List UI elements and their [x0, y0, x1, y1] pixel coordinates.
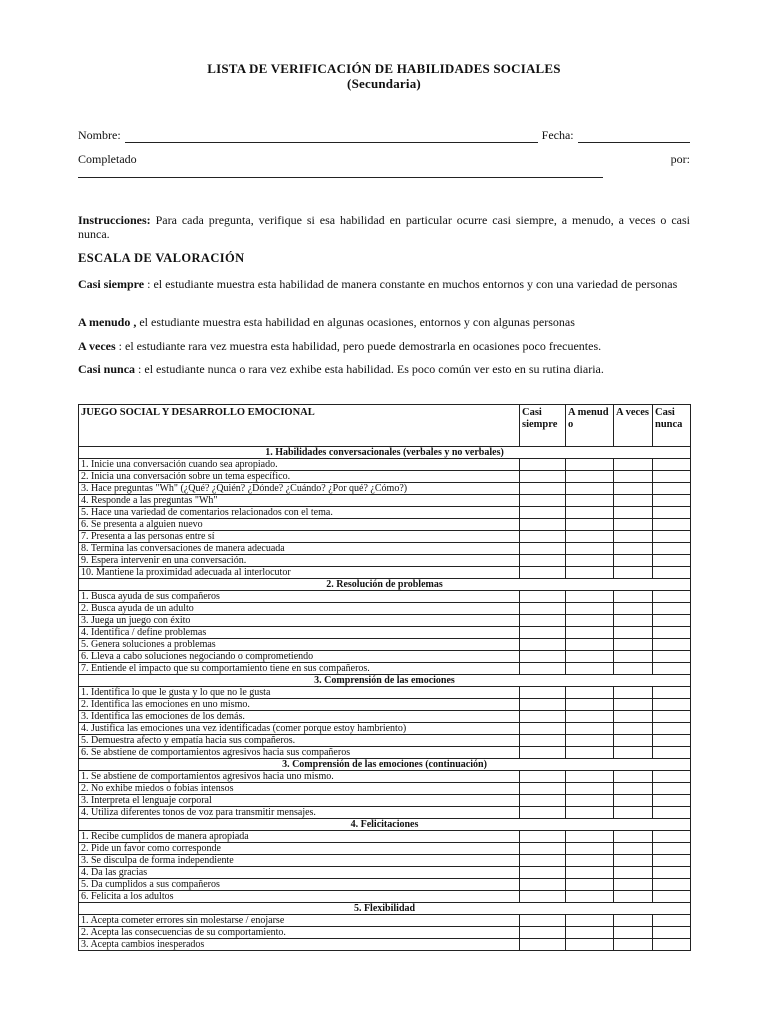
scale-definition: [78, 362, 690, 376]
checkbox-cell-casi-siempre[interactable]: [520, 879, 566, 891]
table-row: [79, 639, 691, 651]
checkbox-cell-a-menudo[interactable]: [566, 687, 614, 699]
checkbox-cell-a-menudo[interactable]: [566, 771, 614, 783]
scale-text: : el estudiante nunca o rara vez exhibe esta habilidad. Es poco común ver esto en su rutina diaria.: [135, 362, 604, 376]
checkbox-cell-a-veces[interactable]: [614, 687, 653, 699]
name-date-row: [78, 128, 690, 143]
checkbox-cell-casi-siempre[interactable]: [520, 867, 566, 879]
checkbox-cell-casi-siempre[interactable]: [520, 567, 566, 579]
checkbox-cell-casi-siempre[interactable]: [520, 915, 566, 927]
checkbox-cell-a-veces[interactable]: [614, 855, 653, 867]
checkbox-cell-a-veces[interactable]: [614, 867, 653, 879]
checkbox-cell-casi-nunca[interactable]: [653, 855, 691, 867]
checkbox-cell-casi-siempre[interactable]: [520, 843, 566, 855]
checkbox-cell-casi-siempre[interactable]: [520, 519, 566, 531]
checkbox-cell-a-menudo[interactable]: [566, 555, 614, 567]
table-row: [79, 627, 691, 639]
table-row: [79, 531, 691, 543]
checkbox-cell-a-veces[interactable]: [614, 531, 653, 543]
checkbox-cell-casi-nunca[interactable]: [653, 519, 691, 531]
checkbox-cell-casi-siempre[interactable]: [520, 855, 566, 867]
skill-label: 2. Acepta las consecuencias de su comportamiento.: [79, 927, 520, 939]
checkbox-cell-casi-siempre[interactable]: [520, 639, 566, 651]
section-title: 5. Flexibilidad: [79, 903, 691, 915]
nombre-label: Nombre:: [78, 128, 121, 142]
checkbox-cell-casi-siempre[interactable]: [520, 939, 566, 951]
checkbox-cell-a-veces[interactable]: [614, 495, 653, 507]
skill-label: 1. Se abstiene de comportamientos agresivos hacia uno mismo.: [79, 771, 520, 783]
scale-term: Casi nunca: [78, 362, 136, 376]
section-header-row: [79, 759, 691, 771]
section-header-row: [79, 675, 691, 687]
document-title: LISTA DE VERIFICACIÓN DE HABILIDADES SOCIALES: [207, 61, 561, 76]
scale-text: : el estudiante rara vez muestra esta habilidad, pero puede demostrarla en ocasiones poco frecuentes.: [115, 339, 602, 353]
checkbox-cell-casi-nunca[interactable]: [653, 747, 691, 759]
checkbox-cell-a-menudo[interactable]: [566, 615, 614, 627]
table-row: [79, 723, 691, 735]
checkbox-cell-casi-nunca[interactable]: [653, 711, 691, 723]
skill-label: 5. Da cumplidos a sus compañeros: [79, 879, 520, 891]
skill-label: 6. Se presenta a alguien nuevo: [79, 519, 520, 531]
checkbox-cell-a-menudo[interactable]: [566, 927, 614, 939]
table-row: [79, 687, 691, 699]
checkbox-cell-a-veces[interactable]: [614, 699, 653, 711]
checkbox-cell-a-veces[interactable]: [614, 567, 653, 579]
skill-label: 3. Se disculpa de forma independiente: [79, 855, 520, 867]
checkbox-cell-a-menudo[interactable]: [566, 723, 614, 735]
table-row: [79, 843, 691, 855]
table-row: [79, 483, 691, 495]
table-row: [79, 459, 691, 471]
checkbox-cell-casi-nunca[interactable]: [653, 567, 691, 579]
skill-label: 3. Acepta cambios inesperados: [79, 939, 520, 951]
skill-label: 6. Felicita a los adultos: [79, 891, 520, 903]
checkbox-cell-casi-nunca[interactable]: [653, 783, 691, 795]
skill-label: 3. Hace preguntas "Wh" (¿Qué? ¿Quién? ¿Dónde? ¿Cuándo? ¿Por qué? ¿Cómo?): [79, 483, 520, 495]
checkbox-cell-a-menudo[interactable]: [566, 651, 614, 663]
checkbox-cell-casi-nunca[interactable]: [653, 471, 691, 483]
checkbox-cell-a-veces[interactable]: [614, 591, 653, 603]
checkbox-cell-a-menudo[interactable]: [566, 483, 614, 495]
checkbox-cell-casi-siempre[interactable]: [520, 699, 566, 711]
checkbox-cell-casi-siempre[interactable]: [520, 651, 566, 663]
checkbox-cell-a-menudo[interactable]: [566, 519, 614, 531]
nombre-field[interactable]: [125, 130, 538, 143]
scale-definition: [78, 339, 690, 353]
skill-label: 4. Utiliza diferentes tonos de voz para transmitir mensajes.: [79, 807, 520, 819]
completado-label: Completado: [78, 152, 137, 166]
skill-label: 4. Da las gracias: [79, 867, 520, 879]
checkbox-cell-casi-siempre[interactable]: [520, 927, 566, 939]
checkbox-cell-casi-nunca[interactable]: [653, 915, 691, 927]
checkbox-cell-casi-siempre[interactable]: [520, 663, 566, 675]
table-row: [79, 879, 691, 891]
checkbox-cell-a-veces[interactable]: [614, 807, 653, 819]
checkbox-cell-a-menudo[interactable]: [566, 543, 614, 555]
scale-text: : el estudiante muestra esta habilidad de manera constante en muchos entornos y con una variedad de personas: [144, 277, 678, 291]
checkbox-cell-casi-siempre[interactable]: [520, 627, 566, 639]
checkbox-cell-casi-nunca[interactable]: [653, 627, 691, 639]
checkbox-cell-casi-nunca[interactable]: [653, 531, 691, 543]
checklist-table: [78, 404, 691, 951]
skill-label: 5. Demuestra afecto y empatía hacia sus compañeros.: [79, 735, 520, 747]
skill-label: 6. Lleva a cabo soluciones negociando o comprometiendo: [79, 651, 520, 663]
instructions-label: Instrucciones:: [78, 213, 151, 227]
checkbox-cell-casi-nunca[interactable]: [653, 891, 691, 903]
section-header-row: [79, 903, 691, 915]
table-row: [79, 495, 691, 507]
scale-heading: ESCALA DE VALORACIÓN: [78, 251, 245, 265]
table-row: [79, 915, 691, 927]
skill-label: 1. Recibe cumplidos de manera apropiada: [79, 831, 520, 843]
skill-label: 5. Genera soluciones a problemas: [79, 639, 520, 651]
checkbox-cell-casi-nunca[interactable]: [653, 603, 691, 615]
checkbox-cell-casi-nunca[interactable]: [653, 663, 691, 675]
checkbox-cell-a-menudo[interactable]: [566, 663, 614, 675]
checkbox-cell-a-menudo[interactable]: [566, 627, 614, 639]
checkbox-cell-a-veces[interactable]: [614, 795, 653, 807]
table-row: [79, 795, 691, 807]
table-row: [79, 615, 691, 627]
skill-label: 7. Presenta a las personas entre sí: [79, 531, 520, 543]
skill-label: 1. Inicie una conversación cuando sea apropiado.: [79, 459, 520, 471]
checkbox-cell-a-menudo[interactable]: [566, 495, 614, 507]
table-row: [79, 771, 691, 783]
checkbox-cell-casi-nunca[interactable]: [653, 843, 691, 855]
checkbox-cell-a-veces[interactable]: [614, 831, 653, 843]
checkbox-cell-a-menudo[interactable]: [566, 783, 614, 795]
checkbox-cell-casi-siempre[interactable]: [520, 747, 566, 759]
checkbox-cell-a-veces[interactable]: [614, 927, 653, 939]
checkbox-cell-a-veces[interactable]: [614, 603, 653, 615]
checkbox-cell-casi-siempre[interactable]: [520, 891, 566, 903]
checkbox-cell-casi-nunca[interactable]: [653, 459, 691, 471]
checkbox-cell-a-menudo[interactable]: [566, 603, 614, 615]
checkbox-cell-a-menudo[interactable]: [566, 807, 614, 819]
completado-row: [78, 152, 690, 167]
checkbox-cell-casi-siempre[interactable]: [520, 771, 566, 783]
checkbox-cell-a-menudo[interactable]: [566, 855, 614, 867]
checkbox-cell-casi-nunca[interactable]: [653, 831, 691, 843]
checkbox-cell-a-menudo[interactable]: [566, 591, 614, 603]
skill-label: 3. Identifica las emociones de los demás.: [79, 711, 520, 723]
checkbox-cell-casi-nunca[interactable]: [653, 591, 691, 603]
checkbox-cell-a-menudo[interactable]: [566, 867, 614, 879]
table-row: [79, 891, 691, 903]
checkbox-cell-a-menudo[interactable]: [566, 795, 614, 807]
table-row: [79, 651, 691, 663]
checkbox-cell-a-veces[interactable]: [614, 723, 653, 735]
checkbox-cell-a-veces[interactable]: [614, 747, 653, 759]
header-casi-nunca: Casi nunca: [653, 405, 691, 447]
skill-label: 1. Identifica lo que le gusta y lo que no le gusta: [79, 687, 520, 699]
table-row: [79, 555, 691, 567]
checkbox-cell-a-veces[interactable]: [614, 651, 653, 663]
section-title: 2. Resolución de problemas: [79, 579, 691, 591]
checkbox-cell-casi-siempre[interactable]: [520, 531, 566, 543]
table-row: [79, 543, 691, 555]
checkbox-cell-a-veces[interactable]: [614, 879, 653, 891]
section-header-row: [79, 447, 691, 459]
checkbox-cell-a-menudo[interactable]: [566, 843, 614, 855]
table-row: [79, 507, 691, 519]
checkbox-cell-casi-nunca[interactable]: [653, 555, 691, 567]
checkbox-cell-casi-siempre[interactable]: [520, 687, 566, 699]
checkbox-cell-a-veces[interactable]: [614, 663, 653, 675]
checkbox-cell-casi-siempre[interactable]: [520, 471, 566, 483]
checkbox-cell-a-menudo[interactable]: [566, 459, 614, 471]
checkbox-cell-a-veces[interactable]: [614, 783, 653, 795]
checkbox-cell-casi-siempre[interactable]: [520, 735, 566, 747]
checkbox-cell-casi-siempre[interactable]: [520, 723, 566, 735]
checkbox-cell-casi-nunca[interactable]: [653, 639, 691, 651]
skill-label: 2. Inicia una conversación sobre un tema específico.: [79, 471, 520, 483]
checkbox-cell-a-menudo[interactable]: [566, 939, 614, 951]
skill-label: 4. Responde a las preguntas "Wh": [79, 495, 520, 507]
checkbox-cell-a-veces[interactable]: [614, 843, 653, 855]
checkbox-cell-casi-nunca[interactable]: [653, 735, 691, 747]
fecha-field[interactable]: [578, 130, 690, 143]
instructions-text: Para cada pregunta, verifique si esa habilidad en particular ocurre casi siempre, a menudo, a veces o casi nunca.: [78, 213, 690, 241]
skill-label: 6. Se abstiene de comportamientos agresivos hacia sus compañeros: [79, 747, 520, 759]
checkbox-cell-casi-siempre[interactable]: [520, 483, 566, 495]
skill-label: 7. Entiende el impacto que su comportamiento tiene en sus compañeros.: [79, 663, 520, 675]
checkbox-cell-casi-nunca[interactable]: [653, 615, 691, 627]
skill-label: 4. Justifica las emociones una vez identificadas (comer porque estoy hambriento): [79, 723, 520, 735]
checkbox-cell-a-veces[interactable]: [614, 483, 653, 495]
table-header-row: [79, 405, 691, 447]
checkbox-cell-casi-nunca[interactable]: [653, 807, 691, 819]
checkbox-cell-a-menudo[interactable]: [566, 711, 614, 723]
instructions: [78, 213, 690, 241]
checkbox-cell-casi-siempre[interactable]: [520, 543, 566, 555]
document-subtitle: (Secundaria): [347, 76, 421, 91]
scale-term: A menudo ,: [78, 315, 137, 329]
checkbox-cell-casi-nunca[interactable]: [653, 771, 691, 783]
fecha-label: Fecha:: [541, 128, 574, 142]
checkbox-cell-casi-nunca[interactable]: [653, 543, 691, 555]
checkbox-cell-casi-siempre[interactable]: [520, 591, 566, 603]
checkbox-cell-casi-nunca[interactable]: [653, 723, 691, 735]
checkbox-cell-a-veces[interactable]: [614, 735, 653, 747]
checkbox-cell-casi-nunca[interactable]: [653, 879, 691, 891]
table-row: [79, 519, 691, 531]
checkbox-cell-casi-nunca[interactable]: [653, 651, 691, 663]
checkbox-cell-a-menudo[interactable]: [566, 747, 614, 759]
table-row: [79, 747, 691, 759]
checkbox-cell-casi-nunca[interactable]: [653, 927, 691, 939]
skill-label: 3. Juega un juego con éxito: [79, 615, 520, 627]
checkbox-cell-a-menudo[interactable]: [566, 567, 614, 579]
checkbox-cell-casi-siempre[interactable]: [520, 783, 566, 795]
skill-label: 10. Mantiene la proximidad adecuada al interlocutor: [79, 567, 520, 579]
scale-definition: [78, 277, 690, 291]
checkbox-cell-casi-nunca[interactable]: [653, 795, 691, 807]
checkbox-cell-casi-siempre[interactable]: [520, 615, 566, 627]
table-row: [79, 831, 691, 843]
checkbox-cell-casi-nunca[interactable]: [653, 507, 691, 519]
table-row: [79, 603, 691, 615]
checkbox-cell-casi-siempre[interactable]: [520, 795, 566, 807]
table-row: [79, 591, 691, 603]
checkbox-cell-casi-siempre[interactable]: [520, 807, 566, 819]
table-row: [79, 735, 691, 747]
scale-definition: [78, 315, 690, 329]
checkbox-cell-a-veces[interactable]: [614, 771, 653, 783]
section-title: 3. Comprensión de las emociones (continuación): [79, 759, 691, 771]
table-row: [79, 663, 691, 675]
completado-field[interactable]: [78, 177, 603, 178]
checkbox-cell-casi-nunca[interactable]: [653, 867, 691, 879]
checkbox-cell-casi-siempre[interactable]: [520, 711, 566, 723]
checkbox-cell-a-veces[interactable]: [614, 543, 653, 555]
table-row: [79, 711, 691, 723]
checkbox-cell-a-veces[interactable]: [614, 471, 653, 483]
checkbox-cell-casi-siempre[interactable]: [520, 603, 566, 615]
skill-label: 9. Espera intervenir en una conversación.: [79, 555, 520, 567]
checkbox-cell-a-veces[interactable]: [614, 519, 653, 531]
table-row: [79, 471, 691, 483]
checkbox-cell-a-veces[interactable]: [614, 507, 653, 519]
header-a-menudo: A menud o: [566, 405, 614, 447]
table-row: [79, 855, 691, 867]
checkbox-cell-a-veces[interactable]: [614, 711, 653, 723]
table-row: [79, 567, 691, 579]
checkbox-cell-casi-nunca[interactable]: [653, 483, 691, 495]
checkbox-cell-a-veces[interactable]: [614, 615, 653, 627]
skill-label: 8. Termina las conversaciones de manera adecuada: [79, 543, 520, 555]
checkbox-cell-a-veces[interactable]: [614, 639, 653, 651]
skill-label: 1. Busca ayuda de sus compañeros: [79, 591, 520, 603]
section-header-row: [79, 579, 691, 591]
checkbox-cell-a-veces[interactable]: [614, 627, 653, 639]
checkbox-cell-casi-nunca[interactable]: [653, 699, 691, 711]
skill-label: 3. Interpreta el lenguaje corporal: [79, 795, 520, 807]
section-header-row: [79, 819, 691, 831]
checkbox-cell-a-veces[interactable]: [614, 939, 653, 951]
skill-label: 2. No exhibe miedos o fobias intensos: [79, 783, 520, 795]
section-title: 1. Habilidades conversacionales (verbales y no verbales): [79, 447, 691, 459]
header-a-veces: A veces: [614, 405, 653, 447]
table-row: [79, 867, 691, 879]
checkbox-cell-a-veces[interactable]: [614, 555, 653, 567]
skill-label: 5. Hace una variedad de comentarios relacionados con el tema.: [79, 507, 520, 519]
skill-label: 2. Pide un favor como corresponde: [79, 843, 520, 855]
checkbox-cell-casi-siempre[interactable]: [520, 495, 566, 507]
skill-label: 4. Identifica / define problemas: [79, 627, 520, 639]
table-row: [79, 807, 691, 819]
checkbox-cell-a-menudo[interactable]: [566, 891, 614, 903]
scale-text: el estudiante muestra esta habilidad en algunas ocasiones, entornos y con algunas personas: [136, 315, 575, 329]
checkbox-cell-a-menudo[interactable]: [566, 699, 614, 711]
checkbox-cell-casi-nunca[interactable]: [653, 687, 691, 699]
checkbox-cell-a-menudo[interactable]: [566, 831, 614, 843]
checkbox-cell-casi-siempre[interactable]: [520, 555, 566, 567]
checkbox-cell-casi-siempre[interactable]: [520, 459, 566, 471]
checkbox-cell-a-veces[interactable]: [614, 891, 653, 903]
checkbox-cell-a-menudo[interactable]: [566, 879, 614, 891]
checkbox-cell-casi-siempre[interactable]: [520, 507, 566, 519]
scale-term: Casi siempre: [78, 277, 145, 291]
checkbox-cell-a-menudo[interactable]: [566, 507, 614, 519]
checkbox-cell-casi-siempre[interactable]: [520, 831, 566, 843]
checkbox-cell-casi-nunca[interactable]: [653, 495, 691, 507]
checkbox-cell-casi-nunca[interactable]: [653, 939, 691, 951]
table-row: [79, 699, 691, 711]
header-casi-siempre: Casi siempre: [520, 405, 566, 447]
checkbox-cell-a-menudo[interactable]: [566, 915, 614, 927]
checkbox-cell-a-menudo[interactable]: [566, 531, 614, 543]
checkbox-cell-a-menudo[interactable]: [566, 639, 614, 651]
checkbox-cell-a-veces[interactable]: [614, 459, 653, 471]
section-title: 4. Felicitaciones: [79, 819, 691, 831]
table-row: [79, 927, 691, 939]
skill-label: 2. Busca ayuda de un adulto: [79, 603, 520, 615]
checkbox-cell-a-menudo[interactable]: [566, 471, 614, 483]
header-category: JUEGO SOCIAL Y DESARROLLO EMOCIONAL: [79, 405, 520, 447]
scale-term: A veces: [78, 339, 116, 353]
table-row: [79, 783, 691, 795]
section-title: 3. Comprensión de las emociones: [79, 675, 691, 687]
por-label: por:: [670, 152, 690, 166]
skill-label: 2. Identifica las emociones en uno mismo.: [79, 699, 520, 711]
checkbox-cell-a-menudo[interactable]: [566, 735, 614, 747]
table-row: [79, 939, 691, 951]
skill-label: 1. Acepta cometer errores sin molestarse / enojarse: [79, 915, 520, 927]
checkbox-cell-a-veces[interactable]: [614, 915, 653, 927]
